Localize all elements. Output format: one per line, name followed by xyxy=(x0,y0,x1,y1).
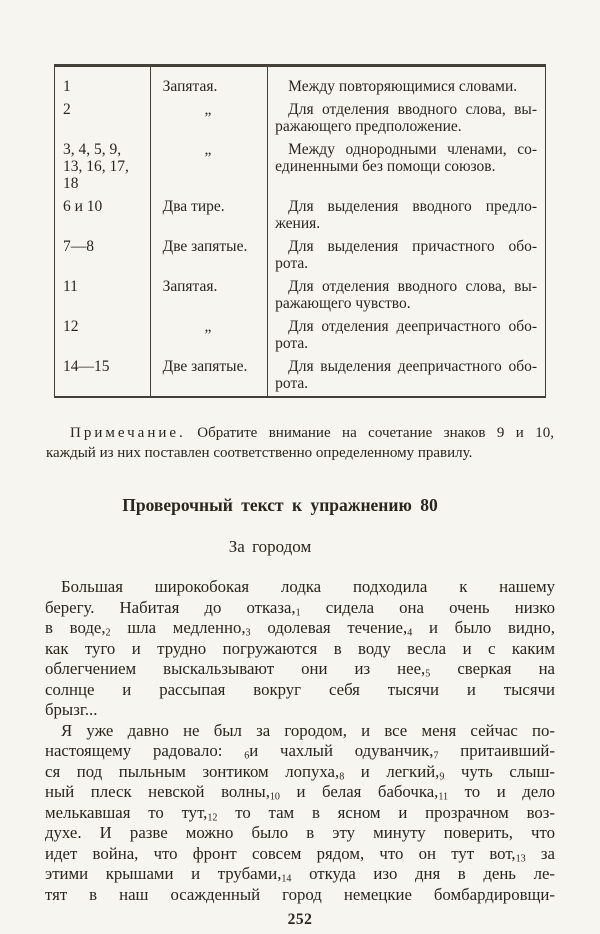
footnote-marker: 11 xyxy=(438,791,449,803)
footnote-marker: 12 xyxy=(207,812,218,824)
usage-line: ражающего чувство. xyxy=(275,295,411,312)
usage-line: Для отделения вводного слова, вы- xyxy=(288,278,537,295)
row-numbers-line: 1 xyxy=(63,78,71,95)
table-row xyxy=(55,141,545,192)
text-line: Большая широкобокая лодка подходила к нашему xyxy=(61,577,555,596)
usage-cell xyxy=(266,78,545,95)
usage-line: рота. xyxy=(275,375,309,392)
row-numbers-line: 12 xyxy=(63,318,79,335)
footnote-marker: 3 xyxy=(245,627,251,639)
row-numbers-line: 3, 4, 5, 9, xyxy=(63,141,122,158)
footnote-marker: 6 xyxy=(244,750,250,762)
text-line: облегчением выскальзывают они из $нее,_5$ сверкая на xyxy=(45,659,556,680)
page-number: 252 xyxy=(287,911,313,928)
text-line: идет война, что фронт совсем рядом, что он тут $вот,_{13}$ за xyxy=(45,843,555,865)
row-numbers-line: 14—15 xyxy=(63,358,110,375)
usage-line: ражающего предположение. xyxy=(275,118,462,135)
text-line: ный плеск невской $волны,_{10}$ и белая $бабочка,_{11}$ то и дело xyxy=(45,782,555,803)
paragraph xyxy=(45,577,555,721)
footnote-marker: 1 xyxy=(295,607,301,619)
table-row xyxy=(55,278,545,312)
table-row xyxy=(55,78,545,95)
table-column-divider xyxy=(150,67,151,396)
row-numbers-line: 18 xyxy=(63,175,79,192)
body-text xyxy=(45,577,555,905)
row-numbers-cell xyxy=(55,358,150,392)
punctuation-table xyxy=(54,64,546,398)
text-line: этими крышами и $трубами,_{14}$ откуда изо дня в день ле- xyxy=(45,864,555,885)
table-row xyxy=(55,318,545,352)
usage-cell xyxy=(266,358,545,392)
row-numbers-line: 11 xyxy=(63,278,78,295)
mark-cell: Две запятые. xyxy=(162,358,248,375)
usage-line: Между однородными членами, со- xyxy=(288,141,537,158)
usage-line: рота. xyxy=(275,255,309,272)
usage-cell xyxy=(266,101,545,135)
usage-line: Между повторяющимися словами. xyxy=(288,78,518,95)
mark-cell: Запятая. xyxy=(162,78,218,95)
usage-line: единенными без помощи союзов. xyxy=(275,158,496,175)
row-numbers-line: 2 xyxy=(63,101,71,118)
note-text: Обратите внимание на сочетание знаков 9 и 10, xyxy=(197,425,554,441)
usage-line: Для выделения вводного предло- xyxy=(288,198,537,215)
text-line: как туго и трудно погружаются в воду весла и с каким xyxy=(45,638,555,658)
usage-line: Для отделения вводного слова, вы- xyxy=(288,101,537,118)
mark-cell: „ xyxy=(204,318,212,335)
text-line: солнце и рассыпая вокруг себя тысячи и тысячи xyxy=(45,679,555,699)
mark-cell: „ xyxy=(204,101,212,118)
footnote-marker: 13 xyxy=(515,853,526,865)
footnote-marker: 14 xyxy=(281,873,292,885)
usage-line: Для выделения причастного обо- xyxy=(288,238,537,255)
row-numbers-cell xyxy=(55,278,150,312)
row-numbers-cell xyxy=(55,318,150,352)
text-line: в $воде,_2$ шла $медленно,_3$ одолевая $течение,_4$ и было видно, xyxy=(45,618,555,639)
row-numbers-cell xyxy=(55,101,150,135)
text-line: мелькавшая то $тут,_{12}$ то там в ясном и прозрачном воз- xyxy=(45,802,555,824)
text-line: берегу. Набитая до $отказа,_1$ сидела она очень низко xyxy=(45,597,555,619)
usage-cell xyxy=(266,141,545,192)
mark-cell: „ xyxy=(204,141,212,158)
punctuation-table-body xyxy=(55,78,545,392)
note-label: Примечание. xyxy=(70,425,186,441)
footnote-marker: 4 xyxy=(407,627,413,639)
mark-cell: Два тире. xyxy=(162,198,225,215)
footnote-marker: 8 xyxy=(339,771,345,783)
text-line: настоящему радовало: $_6$и чахлый $одуванчик,_7$ притаивший- xyxy=(45,741,555,762)
row-numbers-cell xyxy=(55,78,150,95)
table-row xyxy=(55,101,545,135)
row-numbers-cell xyxy=(55,198,150,232)
mark-cell: Запятая. xyxy=(162,278,218,295)
note-line: каждый из них поставлен соответственно определенному правилу. xyxy=(46,445,473,461)
text-line: Я уже давно не был за городом, и все меня сейчас по- xyxy=(61,720,555,740)
usage-line: рота. xyxy=(275,335,309,352)
note-line xyxy=(46,423,554,443)
footnote-marker: 5 xyxy=(425,668,431,680)
row-numbers-line: 7—8 xyxy=(63,238,94,255)
usage-cell xyxy=(266,278,545,312)
footnote-marker: 7 xyxy=(433,750,439,762)
note-paragraph xyxy=(46,423,554,463)
text-line: брызг... xyxy=(45,700,98,719)
usage-cell xyxy=(266,238,545,272)
table-column-divider xyxy=(267,67,268,396)
text-title: За городом xyxy=(228,537,312,556)
footnote-marker: 2 xyxy=(105,627,111,639)
usage-line: Для выделения деепричастного обо- xyxy=(288,358,537,375)
mark-cell: Две запятые. xyxy=(162,238,248,255)
table-row xyxy=(55,238,545,272)
footnote-marker: 9 xyxy=(439,771,445,783)
row-numbers-cell xyxy=(55,141,150,192)
section-heading: Проверочный текст к упражнению 80 xyxy=(122,495,438,515)
usage-cell xyxy=(266,198,545,232)
paragraph xyxy=(45,721,555,906)
text-line: тят в наш осажденный город немецкие бомбардировщи- xyxy=(45,884,555,904)
usage-line: жения. xyxy=(275,215,321,232)
row-numbers-cell xyxy=(55,238,150,272)
footnote-marker: 10 xyxy=(269,791,280,803)
table-row xyxy=(55,198,545,232)
row-numbers-line: 6 и 10 xyxy=(63,198,103,215)
text-line: духе. И разве можно было в эту минуту поверить, что xyxy=(45,823,555,842)
row-numbers-line: 13, 16, 17, xyxy=(63,158,129,175)
table-row xyxy=(55,358,545,392)
usage-cell xyxy=(266,318,545,352)
usage-line: Для отделения деепричастного обо- xyxy=(288,318,537,335)
text-line: ся под пыльным зонтиком $лопуха,_8$ и $легкий,_9$ чуть слыш- xyxy=(45,761,555,783)
